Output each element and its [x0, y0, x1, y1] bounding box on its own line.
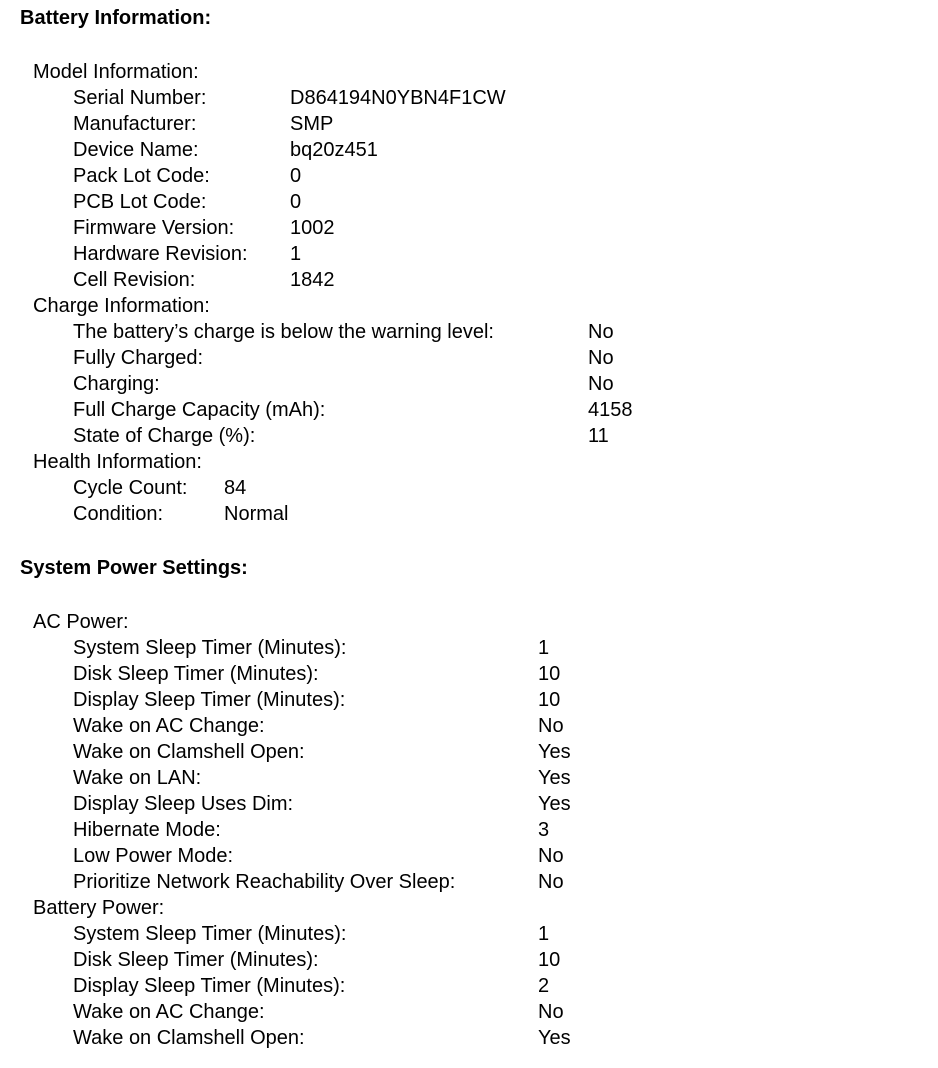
info-row-value: No — [588, 321, 614, 343]
info-row-value: 11 — [588, 425, 609, 447]
info-row-label: Fully Charged: — [73, 347, 204, 369]
info-row-label: Hibernate Mode: — [73, 819, 221, 841]
info-row-value: SMP — [290, 113, 334, 135]
info-row-label: Hardware Revision: — [73, 243, 248, 265]
info-row-value: Yes — [538, 1027, 571, 1049]
info-row-label: System Sleep Timer (Minutes): — [73, 637, 347, 659]
info-row-value: No — [588, 347, 614, 369]
info-row-label: Firmware Version: — [73, 217, 235, 239]
info-row-label: PCB Lot Code: — [73, 191, 207, 213]
ac-power-label: AC Power: — [33, 611, 129, 633]
info-row-label: Wake on AC Change: — [73, 1001, 265, 1023]
model-information-label: Model Information: — [33, 61, 199, 83]
info-row-label: State of Charge (%): — [73, 425, 256, 447]
info-row-label: Wake on AC Change: — [73, 715, 265, 737]
battery-power-label: Battery Power: — [33, 897, 165, 919]
info-row-value: D864194N0YBN4F1CW — [290, 87, 506, 109]
info-row-label: Wake on Clamshell Open: — [73, 1027, 305, 1049]
info-row-value: bq20z451 — [290, 139, 378, 161]
info-row-value: No — [588, 373, 614, 395]
info-row-value: 2 — [538, 975, 550, 997]
info-row-label: Cell Revision: — [73, 269, 196, 291]
info-row-value: 1 — [538, 637, 550, 659]
info-row-label: Manufacturer: — [73, 113, 197, 135]
info-row-label: Cycle Count: — [73, 477, 188, 499]
info-row-value: Yes — [538, 741, 571, 763]
info-row-value: 1 — [290, 243, 302, 265]
info-row-value: Yes — [538, 767, 571, 789]
info-row-value: No — [538, 871, 564, 893]
info-row-value: Yes — [538, 793, 571, 815]
battery-information-heading: Battery Information: — [20, 7, 212, 29]
info-row-label: Condition: — [73, 503, 164, 525]
info-row-label: Low Power Mode: — [73, 845, 234, 867]
info-row-value: No — [538, 1001, 564, 1023]
info-row-value: No — [538, 715, 564, 737]
info-row-label: System Sleep Timer (Minutes): — [73, 923, 347, 945]
info-row-value: 1842 — [290, 269, 335, 291]
info-row-label: Charging: — [73, 373, 160, 395]
charge-information-label: Charge Information: — [33, 295, 210, 317]
info-row-label: Wake on LAN: — [73, 767, 202, 789]
info-row-label: Display Sleep Timer (Minutes): — [73, 689, 346, 711]
info-row-label: Display Sleep Uses Dim: — [73, 793, 294, 815]
info-row-label: Full Charge Capacity (mAh): — [73, 399, 326, 421]
info-row-label: Prioritize Network Reachability Over Sleep: — [73, 871, 456, 893]
info-row-value: No — [538, 845, 564, 867]
info-row-label: The battery’s charge is below the warning level: — [73, 321, 494, 343]
info-row-label: Serial Number: — [73, 87, 207, 109]
info-row-label: Display Sleep Timer (Minutes): — [73, 975, 346, 997]
info-row-value: 10 — [538, 663, 561, 685]
info-row-label: Disk Sleep Timer (Minutes): — [73, 663, 319, 685]
info-row-value: 0 — [290, 191, 302, 213]
info-row-value: 0 — [290, 165, 302, 187]
info-row-value: Normal — [224, 503, 289, 525]
info-row-label: Pack Lot Code: — [73, 165, 210, 187]
info-row-value: 4158 — [588, 399, 633, 421]
info-row-value: 3 — [538, 819, 550, 841]
info-row-label: Wake on Clamshell Open: — [73, 741, 305, 763]
info-row-value: 1 — [538, 923, 550, 945]
health-information-label: Health Information: — [33, 451, 202, 473]
info-row-value: 84 — [224, 477, 247, 499]
info-row-value: 10 — [538, 949, 561, 971]
info-row-label: Device Name: — [73, 139, 199, 161]
info-row-label: Disk Sleep Timer (Minutes): — [73, 949, 319, 971]
system-power-settings-heading: System Power Settings: — [20, 557, 248, 579]
info-row-value: 1002 — [290, 217, 335, 239]
info-row-value: 10 — [538, 689, 561, 711]
